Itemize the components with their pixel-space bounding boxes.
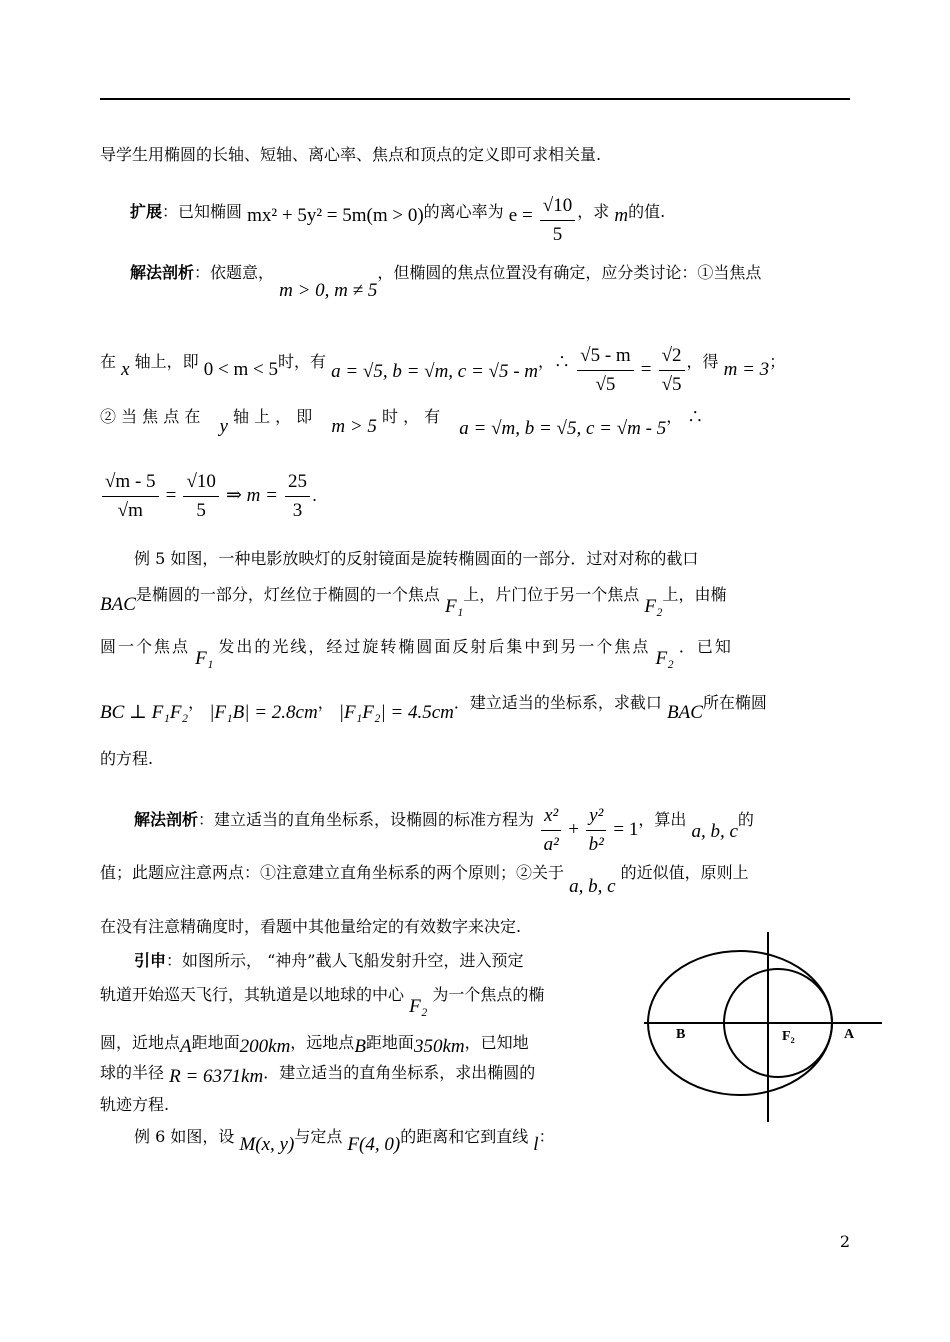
eccentricity-fraction: [540, 194, 575, 247]
focus-f2: F₂: [655, 648, 674, 669]
fraction-b: [183, 470, 218, 523]
extension-label: 引申: [134, 951, 167, 970]
therefore-text: ， ∴: [666, 407, 704, 426]
extension-line1: [134, 950, 523, 972]
orbit-figure: [642, 930, 884, 1124]
text: 时 ， 有: [381, 407, 441, 426]
therefore-text: ，∴: [538, 352, 571, 371]
fraction-denominator: 5: [196, 500, 206, 521]
distance-perigee: 200km: [239, 1036, 291, 1057]
fraction-x2-a2: [541, 804, 561, 857]
paragraph-case-y: [100, 406, 704, 439]
fraction-numerator: 25: [285, 470, 310, 497]
text: ，已知地: [464, 1033, 529, 1052]
var-x: x: [121, 359, 130, 380]
text: 轨迹方程.: [100, 1095, 170, 1114]
text: ．建立适当的直角坐标系，求出椭圆的: [263, 1063, 536, 1082]
focus-f1: F₁: [445, 596, 464, 617]
text: 已知椭圆: [178, 202, 243, 221]
text: 例 6 如图，设: [134, 1127, 235, 1146]
fraction-denominator: 5: [552, 224, 563, 245]
fraction-denominator: b²: [588, 834, 604, 855]
text: 轴上，即: [134, 352, 199, 371]
text: 的: [737, 810, 754, 829]
solution-label: 解法剖析: [130, 263, 195, 282]
focus-f2: F₂: [409, 996, 428, 1017]
fraction-2: [659, 344, 685, 397]
intro-text: 导学生用椭圆的长轴、短轴、离心率、焦点和顶点的定义即可求相关量.: [100, 145, 602, 164]
fraction-numerator: √5 - m: [577, 344, 634, 371]
text: 圆一个焦点: [100, 637, 191, 656]
text: 时，有: [277, 352, 326, 371]
text: 与定点: [294, 1127, 343, 1146]
length-f1f2: |F₁F₂| = 4.5cm: [338, 702, 454, 723]
solution5-line3: [100, 916, 521, 938]
range-expression: m > 5: [331, 416, 377, 437]
distance-apogee: 350km: [413, 1036, 465, 1057]
example5-line1: [134, 548, 698, 570]
point-a: A: [180, 1036, 192, 1057]
text: ：依题意，: [194, 263, 275, 282]
plus: +: [568, 819, 580, 840]
extension-line4: [100, 1062, 536, 1087]
curve-bac: BAC: [667, 702, 703, 723]
fraction-numerator: y²: [586, 804, 606, 831]
condition-expression: m > 0, m ≠ 5: [279, 280, 378, 301]
point-f: F(4, 0): [347, 1134, 401, 1155]
label-a: A: [844, 1027, 855, 1042]
length-f1b: |F₁B| = 2.8cm: [209, 702, 318, 723]
fraction-denominator: a²: [543, 834, 559, 855]
text: ，算出: [638, 810, 687, 829]
solution-label: 解法剖析: [134, 810, 199, 829]
abc-expression: a = √m, b = √5, c = √m - 5: [459, 418, 667, 439]
text: ；: [769, 352, 786, 371]
fraction-numerator: √2: [659, 344, 685, 371]
text: ：如图所示， “神舟”截人飞船发射升空，进入预定: [166, 951, 524, 970]
equals: =: [165, 485, 177, 506]
text: 的值.: [628, 202, 666, 221]
text: ，求: [577, 202, 610, 221]
fraction-numerator: x²: [541, 804, 561, 831]
earth-radius: R = 6371km: [169, 1066, 264, 1087]
abc-expression: a = √5, b = √m, c = √5 - m: [331, 361, 539, 382]
text: ，: [188, 693, 205, 712]
point-m: M(x, y): [239, 1134, 295, 1155]
fraction-numerator: √m - 5: [102, 470, 159, 497]
fraction-a: [102, 470, 159, 523]
text: 是椭圆的一部分，灯丝位于椭圆的一个焦点: [135, 585, 440, 604]
fraction-denominator: 3: [292, 500, 303, 521]
paragraph-result: [100, 470, 317, 523]
example5-line5: [100, 748, 153, 770]
perp-expression: BC ⊥ F₁F₂: [100, 702, 189, 723]
text: 值；此题应注意两点：①注意建立直角坐标系的两个原则；②关于: [100, 863, 565, 882]
text: 轨道开始巡天飞行，其轨道是以地球的中心: [100, 985, 405, 1004]
text: 上，由椭: [662, 585, 727, 604]
page-number: 2: [839, 1232, 850, 1251]
label-f2: F₂: [782, 1029, 795, 1044]
fraction-denominator: √m: [117, 500, 143, 521]
equals-one: = 1: [613, 819, 639, 840]
text: ② 当 焦 点 在: [100, 407, 201, 426]
fraction-c: [285, 470, 310, 523]
extension-line2: [100, 984, 545, 1017]
fraction-numerator: √10: [540, 194, 575, 221]
text: 轴 上 ， 即: [232, 407, 313, 426]
text: 距地面: [365, 1033, 414, 1052]
line-l: l: [533, 1134, 539, 1155]
text: 的方程.: [100, 749, 154, 768]
extension-label: 扩展: [130, 202, 163, 221]
eccentricity-lhs: e =: [508, 205, 533, 226]
paragraph-solution-1: [130, 262, 762, 301]
text: ，: [317, 693, 334, 712]
header-rule: [100, 98, 850, 100]
text: 上，片门位于另一个焦点: [463, 585, 640, 604]
abc-vars: a, b, c: [691, 821, 738, 842]
paragraph-case-x: [100, 336, 786, 395]
text: 例 5 如图，一种电影放映灯的反射镜面是旋转椭圆面的一部分．过对对称的截口: [134, 549, 699, 568]
solution5-line2: [100, 862, 749, 897]
text: ：: [538, 1127, 555, 1146]
fraction-numerator: √10: [183, 470, 218, 497]
text: 圆，近地点: [100, 1033, 181, 1052]
solution5-line1: [134, 794, 754, 855]
label-b: B: [676, 1027, 686, 1042]
result-expression: m = 3: [723, 359, 770, 380]
text: 的近似值，原则上: [620, 863, 749, 882]
text: 的距离和它到直线: [400, 1127, 529, 1146]
curve-bac: BAC: [100, 594, 136, 615]
paragraph-extension: [130, 186, 666, 245]
point-b: B: [354, 1036, 366, 1057]
text: 为一个焦点的椭: [432, 985, 545, 1004]
text: ，得: [686, 352, 719, 371]
var-m: m: [614, 205, 629, 226]
fraction-denominator: √5: [595, 374, 616, 395]
paragraph-intro: [100, 144, 601, 166]
text: 距地面: [191, 1033, 240, 1052]
example5-line2: [100, 584, 727, 617]
fraction-denominator: √5: [661, 374, 682, 395]
fraction-y2-b2: [586, 804, 606, 857]
fraction-1: [577, 344, 634, 397]
text: 的离心率为: [423, 202, 504, 221]
abc-vars: a, b, c: [569, 876, 616, 897]
colon: ：: [162, 202, 179, 221]
ellipse-equation: mx² + 5y² = 5m(m > 0): [247, 205, 424, 226]
text: ．建立适当的坐标系，求截口: [453, 693, 662, 712]
text: ：建立适当的直角坐标系，设椭圆的标准方程为: [198, 810, 535, 829]
extension-line3: [100, 1032, 529, 1057]
example5-line4: [100, 692, 767, 723]
text: 在没有注意精确度时，看题中其他量给定的有效数字来决定.: [100, 917, 522, 936]
var-y: y: [219, 416, 228, 437]
text: 在: [100, 352, 117, 371]
text: 发出的光线，经过旋转椭圆面反射后集中到另一个焦点: [218, 637, 651, 656]
range-expression: 0 < m < 5: [203, 359, 278, 380]
equals: =: [640, 359, 652, 380]
text: .: [312, 486, 318, 505]
focus-f2: F₂: [644, 596, 663, 617]
extension-line5: [100, 1094, 169, 1116]
text: 所在椭圆: [702, 693, 767, 712]
text: 球的半径: [100, 1063, 165, 1082]
text: ，但椭圆的焦点位置没有确定，应分类讨论：①当焦点: [377, 263, 762, 282]
implies-expression: ⇒ m =: [225, 485, 278, 506]
example6-line1: [134, 1126, 555, 1155]
focus-f1: F₁: [195, 648, 214, 669]
example5-line3: [100, 636, 733, 669]
text: ，远地点: [290, 1033, 355, 1052]
text: ．已知: [678, 637, 733, 656]
